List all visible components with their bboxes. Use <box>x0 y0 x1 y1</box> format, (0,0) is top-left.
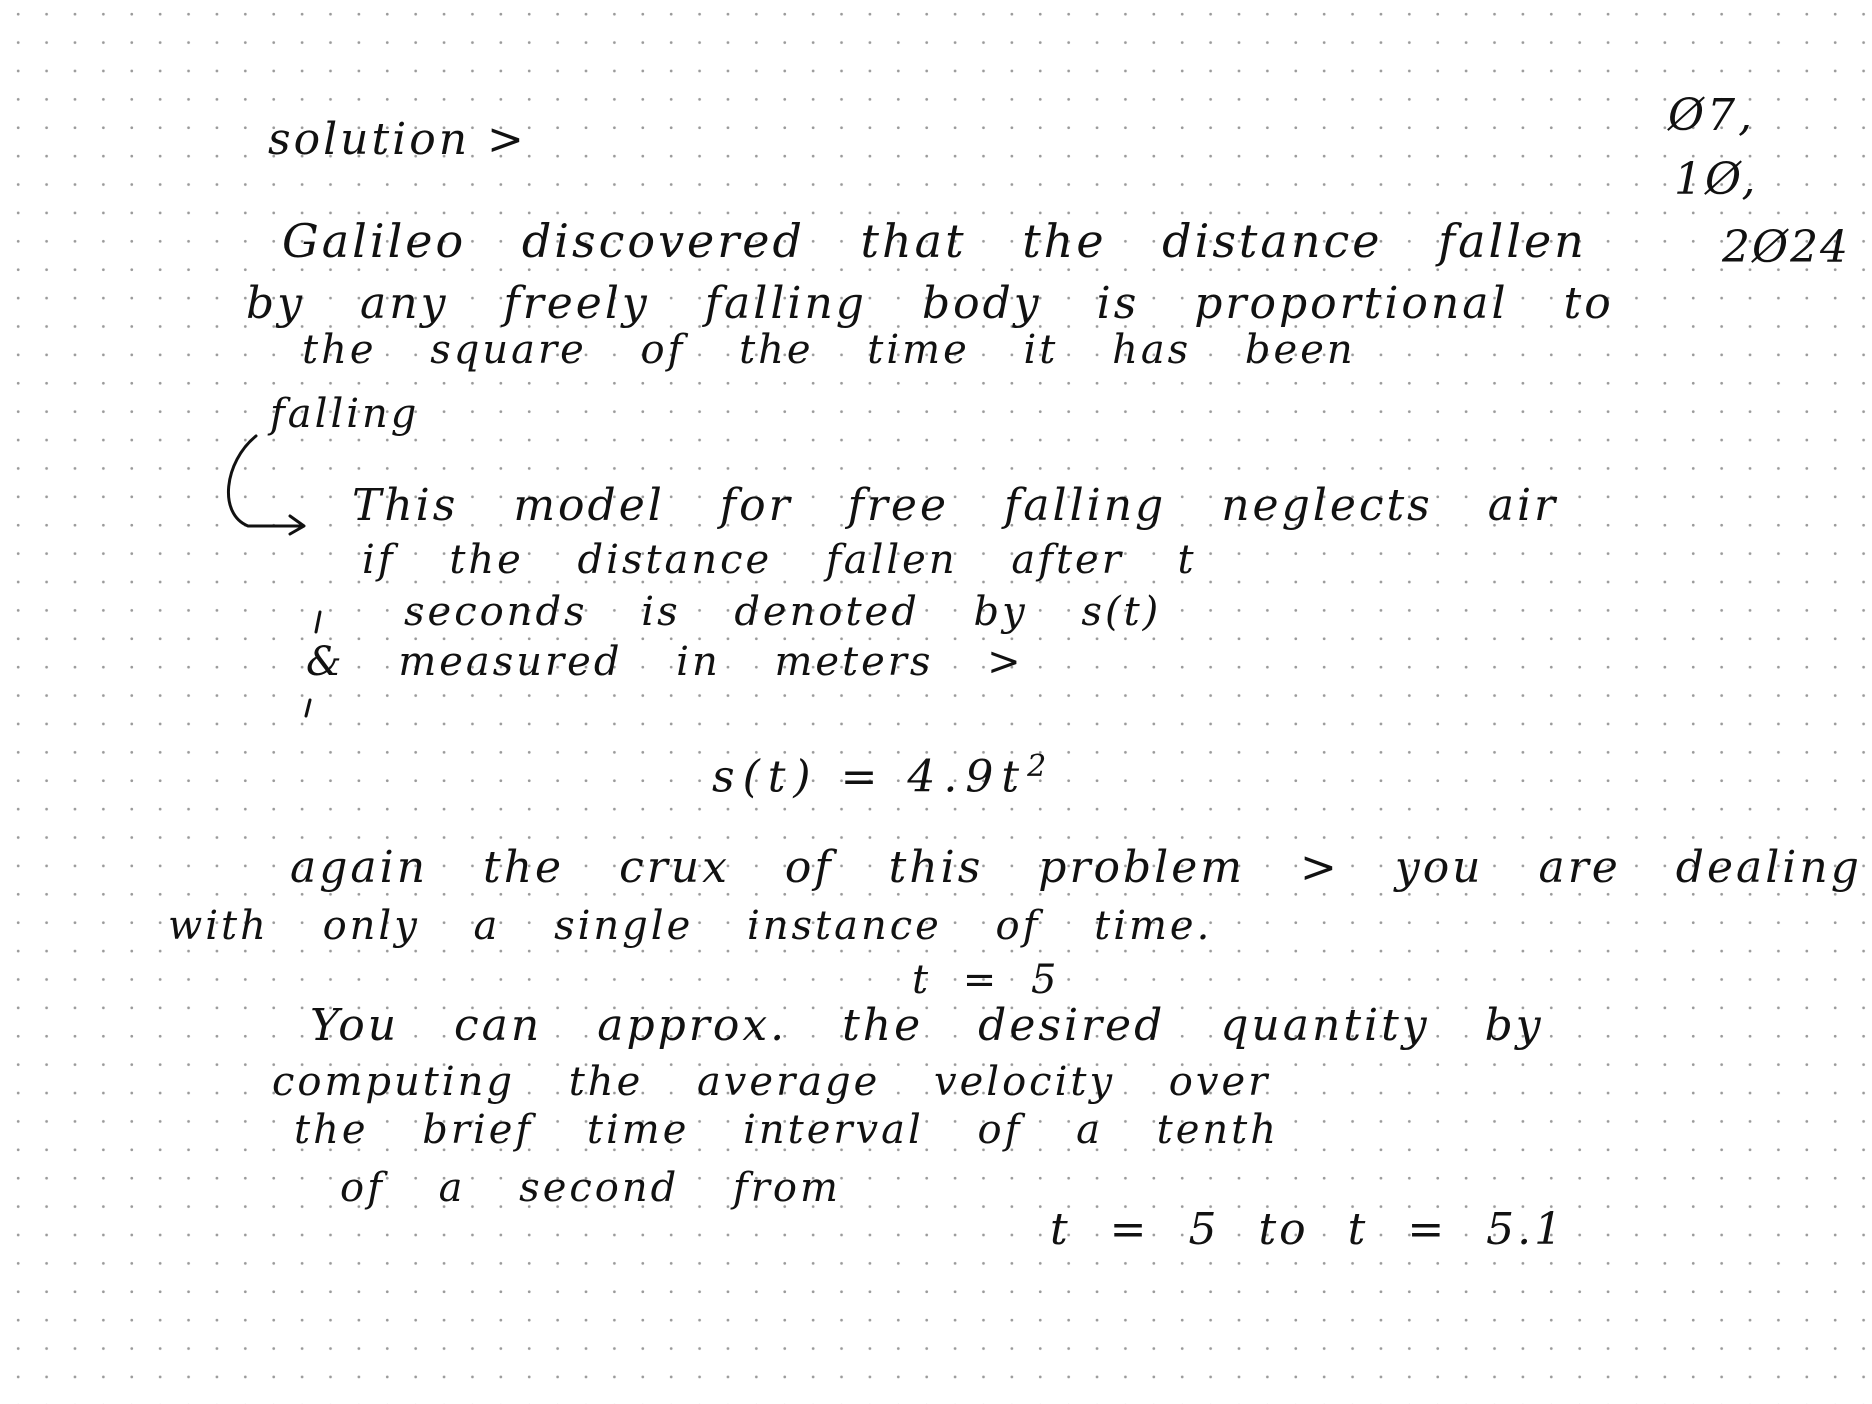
paragraph2-line2: with only a single instance of time. <box>168 903 1213 949</box>
date-line-2: 1Ø, <box>1674 154 1759 205</box>
paragraph2-line3: t = 5 <box>912 957 1060 1003</box>
paragraph3-line4: of a second from <box>340 1165 841 1211</box>
equation-exponent: 2 <box>1027 749 1055 784</box>
curved-arrow-icon <box>218 422 308 542</box>
paragraph1-line4: falling <box>270 391 420 437</box>
time-range: t = 5 to t = 5.1 <box>1050 1204 1566 1255</box>
paragraph3-line3: the brief time interval of a tenth <box>294 1107 1279 1153</box>
paragraph1-line1: Galileo discovered that the distance fallen <box>282 214 1587 268</box>
date-line-1: Ø7, <box>1668 90 1756 141</box>
model-line1: This model for free falling neglects air <box>352 480 1559 531</box>
model-line3: seconds is denoted by s(t) <box>404 589 1162 635</box>
equation-lhs: s(t) = 4.9t <box>712 751 1028 803</box>
paragraph1-line3: the square of the time it has been <box>302 327 1356 373</box>
paragraph1-line2: by any freely falling body is proportional to <box>246 278 1614 329</box>
paragraph3-line1: You can approx. the desired quantity by <box>310 1000 1544 1051</box>
model-line4: & measured in meters > <box>306 639 1024 685</box>
model-line2: if the distance fallen after t <box>362 537 1197 583</box>
solution-heading: solution > <box>268 114 527 165</box>
paragraph2-line1: again the crux of this problem > you are dealing <box>290 842 1862 893</box>
equation <box>712 749 1055 803</box>
date-line-3: 2Ø24 <box>1722 222 1851 273</box>
paragraph3-line2: computing the average velocity over <box>272 1059 1271 1105</box>
